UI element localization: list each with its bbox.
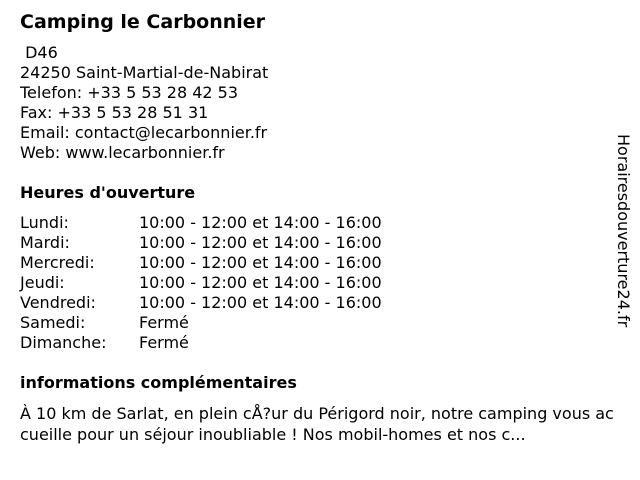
hours-time: 10:00 - 12:00 et 14:00 - 16:00 [139, 273, 382, 292]
hours-time: 10:00 - 12:00 et 14:00 - 16:00 [139, 253, 382, 272]
hours-day: Lundi: [20, 213, 69, 232]
business-name: Camping le Carbonnier [20, 11, 266, 33]
watermark-text: Horairesdouverture24.fr [614, 134, 633, 328]
contact-block [20, 43, 268, 163]
address-line-1: D46 [25, 43, 58, 62]
hours-time: 10:00 - 12:00 et 14:00 - 16:00 [139, 293, 382, 312]
info-heading: informations complémentaires [20, 373, 297, 392]
hours-day: Samedi: [20, 313, 86, 332]
phone-line: Telefon: +33 5 53 28 42 53 [20, 83, 239, 102]
fax-line: Fax: +33 5 53 28 51 31 [20, 103, 209, 122]
email-line: Email: contact@lecarbonnier.fr [20, 123, 268, 142]
address-line-2: 24250 Saint-Martial-de-Nabirat [20, 63, 269, 82]
hours-time: Fermé [139, 333, 189, 352]
hours-heading: Heures d'ouverture [20, 183, 196, 202]
hours-day: Mercredi: [20, 253, 95, 272]
hours-day: Jeudi: [20, 273, 65, 292]
hours-time: 10:00 - 12:00 et 14:00 - 16:00 [139, 213, 382, 232]
web-line: Web: www.lecarbonnier.fr [20, 143, 225, 162]
hours-day: Vendredi: [20, 293, 96, 312]
hours-time: 10:00 - 12:00 et 14:00 - 16:00 [139, 233, 382, 252]
hours-day: Mardi: [20, 233, 70, 252]
info-text: À 10 km de Sarlat, en plein cÅ?ur du Périgord noir, notre camping vous accueille pour un séjour inoubliable ! Nos mobil-homes et nos c... [20, 404, 614, 444]
hours-time: Fermé [139, 313, 189, 332]
hours-day: Dimanche: [20, 333, 107, 352]
